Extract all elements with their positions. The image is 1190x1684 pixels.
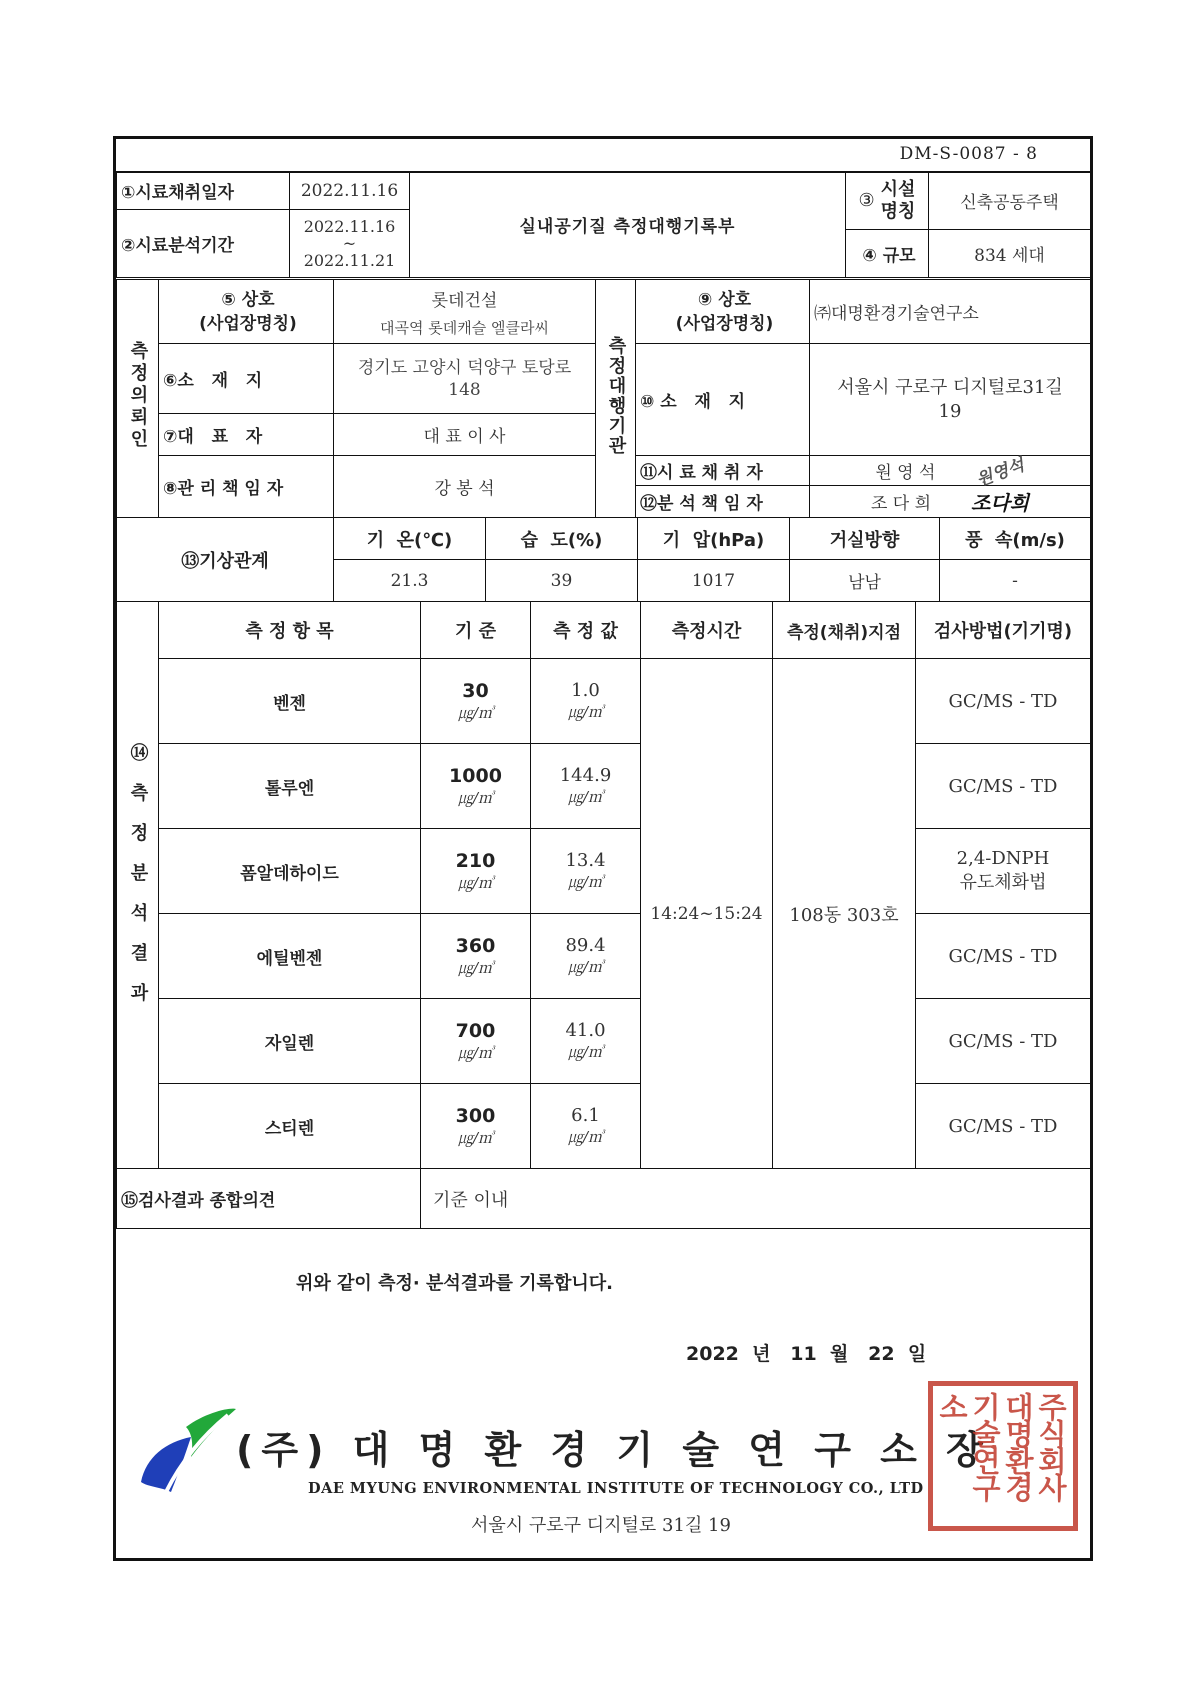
company-logo (136, 1407, 236, 1497)
requester-name-label: ⑤ 상호 (사업장명칭) (159, 280, 334, 344)
agency-sampler-label: ⑪시 료 채 취 자 (636, 456, 810, 486)
weather-header-humidity: 습 도(%) (486, 518, 638, 560)
result-std: 360 ㎍/㎥ (421, 914, 531, 999)
result-item: 벤젠 (159, 659, 421, 744)
company-address: 서울시 구로구 디지털로 31길 19 (471, 1515, 731, 1536)
result-method: 2,4-DNPH 유도체화법 (916, 829, 1091, 914)
result-value: 13.4 ㎍/㎥ (531, 829, 641, 914)
scale-label: ④ 규모 (846, 230, 929, 278)
results-header-value: 측 정 값 (531, 602, 641, 659)
requester-rep: 대 표 이 사 (334, 414, 596, 456)
analyst-signature: 조다희 (971, 491, 1030, 515)
analysis-period (290, 210, 410, 278)
weather-label: ⑬기상관계 (117, 518, 334, 602)
agency-analyst: 조 다 희 조다희 (810, 486, 1091, 518)
weather-temp: 21.3 (334, 560, 486, 602)
result-method: GC/MS - TD (916, 914, 1091, 999)
requester-addr: 경기도 고양시 덕양구 토당로 148 (334, 344, 596, 414)
facility-label: 시설 명칭 (880, 178, 916, 222)
opinion-value: 기준 이내 (421, 1169, 1091, 1229)
table-row (117, 744, 1091, 829)
results-header-item: 측 정 항 목 (159, 602, 421, 659)
agency-analyst-label: ⑫분 석 책 임 자 (636, 486, 810, 518)
agency-name: ㈜대명환경기술연구소 (810, 280, 1091, 344)
weather-header-wind: 풍 속(m/s) (940, 518, 1091, 560)
analysis-tilde: ~ (342, 234, 357, 253)
measurement-time: 14:24~15:24 (641, 659, 773, 1169)
result-method: GC/MS - TD (916, 744, 1091, 829)
result-item: 에틸벤젠 (159, 914, 421, 999)
result-std: 700 ㎍/㎥ (421, 999, 531, 1084)
company-name: (주) 대 명 환 경 기 술 연 구 소 장 (236, 1428, 991, 1472)
agency-sampler: 원 영 석 원영석 (810, 456, 1091, 486)
result-value: 1.0 ㎍/㎥ (531, 659, 641, 744)
result-item: 스티렌 (159, 1084, 421, 1169)
result-value: 41.0 ㎍/㎥ (531, 999, 641, 1084)
facility-value: 신축공동주택 (929, 172, 1091, 230)
agency-addr: 서울시 구로구 디지털로31길 19 (810, 344, 1091, 456)
result-item: 자일렌 (159, 999, 421, 1084)
requester-mgr: 강 봉 석 (334, 456, 596, 518)
sample-date: 2022.11.16 (290, 172, 410, 210)
statement: 위와 같이 측정· 분석결과를 기록합니다. (296, 1273, 613, 1294)
facility-num: ③ (858, 190, 875, 211)
table-row (117, 829, 1091, 914)
sample-date-label: ①시료채취일자 (117, 172, 290, 210)
results-table (116, 601, 1091, 1169)
requester-mgr-label: ⑧관 리 책 임 자 (159, 456, 334, 518)
company-seal (928, 1381, 1078, 1531)
analysis-start: 2022.11.16 (303, 217, 396, 236)
document-number: DM-S-0087 - 8 (116, 139, 1090, 173)
opinion-label: ⑮검사결과 종합의견 (117, 1169, 421, 1229)
weather-direction: 남남 (790, 560, 940, 602)
result-method: GC/MS - TD (916, 1084, 1091, 1169)
weather-header-pressure: 기 압(hPa) (638, 518, 790, 560)
weather-wind: - (940, 560, 1091, 602)
requester-name: 롯데건설 대곡역 롯데캐슬 엘클라씨 (334, 280, 596, 344)
facility-label-cell (846, 172, 929, 230)
seal-text: 주식회사대명환경기술연구소 (935, 1392, 1068, 1500)
issue-date: 2022 년 11 월 22 일 (686, 1343, 927, 1365)
table-row (117, 999, 1091, 1084)
requester-addr-label: ⑥소 재 지 (159, 344, 334, 414)
sampler-signature: 원영석 (974, 455, 1028, 491)
results-header-point: 측정(채취)지점 (773, 602, 916, 659)
opinion-table (116, 1168, 1091, 1229)
analysis-end: 2022.11.21 (303, 251, 396, 270)
parties-table (116, 279, 1091, 518)
scale-value: 834 세대 (929, 230, 1091, 278)
requester-side-label: 측정의뢰인 (117, 280, 159, 518)
document-frame (113, 136, 1093, 1561)
results-side-label: ⑭측정분석결과 (117, 602, 159, 1169)
result-value: 89.4 ㎍/㎥ (531, 914, 641, 999)
table-row (117, 659, 1091, 744)
weather-pressure: 1017 (638, 560, 790, 602)
results-header-method: 검사방법(기기명) (916, 602, 1091, 659)
result-value: 144.9 ㎍/㎥ (531, 744, 641, 829)
agency-name-label: ⑨ 상호 (사업장명칭) (636, 280, 810, 344)
table-row (117, 914, 1091, 999)
results-header-time: 측정시간 (641, 602, 773, 659)
analysis-period-label: ②시료분석기간 (117, 210, 290, 278)
table-row (117, 1084, 1091, 1169)
measurement-point: 108동 303호 (773, 659, 916, 1169)
page-title: 실내공기질 측정대행기록부 (410, 172, 846, 278)
weather-humidity: 39 (486, 560, 638, 602)
agency-side-label: 측정대행기관 (596, 280, 636, 518)
result-std: 210 ㎍/㎥ (421, 829, 531, 914)
result-item: 폼알데하이드 (159, 829, 421, 914)
agency-addr-label: ⑩ 소 재 지 (636, 344, 810, 456)
result-std: 300 ㎍/㎥ (421, 1084, 531, 1169)
result-std: 30 ㎍/㎥ (421, 659, 531, 744)
weather-header-direction: 거실방향 (790, 518, 940, 560)
result-method: GC/MS - TD (916, 999, 1091, 1084)
result-value: 6.1 ㎍/㎥ (531, 1084, 641, 1169)
weather-header-temp: 기 온(℃) (334, 518, 486, 560)
weather-table (116, 517, 1091, 602)
company-name-en: DAE MYUNG ENVIRONMENTAL INSTITUTE OF TECHNOLOGY CO., LTD (308, 1480, 924, 1497)
result-std: 1000 ㎍/㎥ (421, 744, 531, 829)
requester-rep-label: ⑦대 표 자 (159, 414, 334, 456)
results-header-std: 기 준 (421, 602, 531, 659)
result-method: GC/MS - TD (916, 659, 1091, 744)
result-item: 톨루엔 (159, 744, 421, 829)
header-table (116, 171, 1091, 278)
